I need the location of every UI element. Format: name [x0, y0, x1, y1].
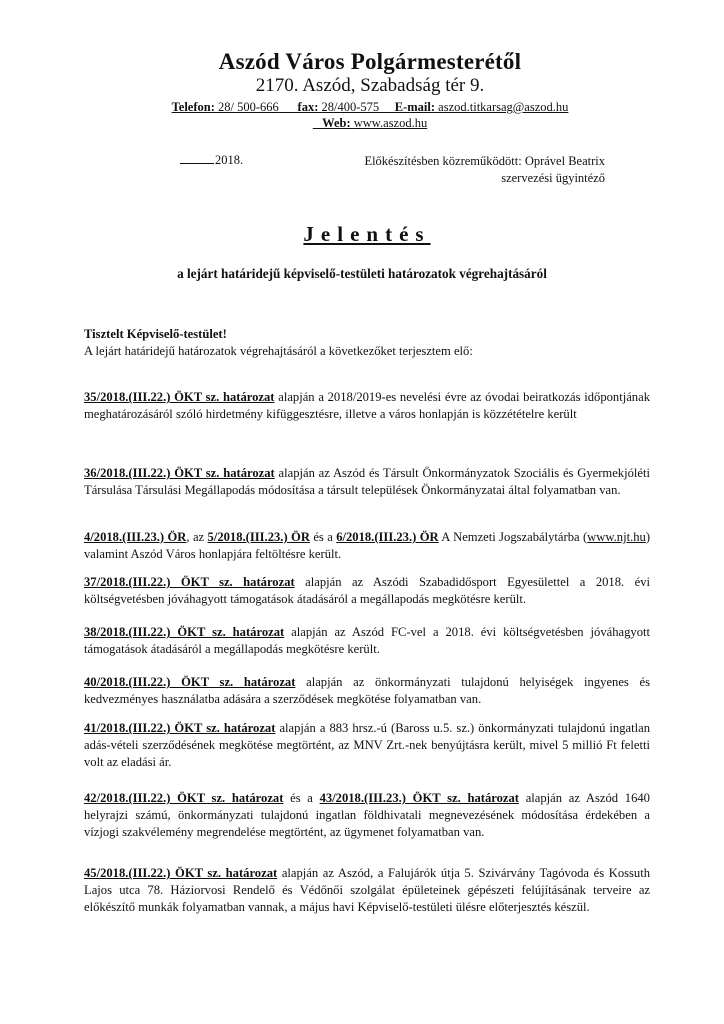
resolution-paragraph — [84, 574, 650, 608]
resolution-paragraph — [84, 465, 650, 499]
resolution-paragraph — [84, 720, 650, 771]
resolution-text: alapján az Aszód 1640 helyrajzi számú, önkormányzati tulajdonú ingatlan földhivatali megnevezésének módosítása érdekében a vízjogi szakvélemény megrendelése megtörtént, az ügymenet folyamatban van. — [84, 791, 650, 839]
letterhead-title: Aszód Város Polgármesterétől — [218, 49, 522, 74]
resolution-reference: 43/2018.(III.23.) ÖKT sz. határozat — [319, 791, 519, 805]
web-label: Web: — [322, 116, 351, 130]
fax-number: 28/400-575 — [321, 100, 380, 114]
fax-label: fax: — [297, 100, 319, 114]
phone-label: Telefon: — [171, 100, 215, 114]
email-label: E-mail: — [394, 100, 436, 114]
resolution-reference: 45/2018.(III.22.) ÖKT sz. határozat — [84, 866, 278, 880]
resolution-text: alapján az Aszód FC-vel a 2018. évi költségvetésben jóváhagyott támogatások átadásáról a megállapodás megkötésre került. — [84, 625, 650, 656]
resolution-paragraph — [84, 529, 650, 563]
phone-line — [172, 100, 569, 114]
prepared-by — [350, 153, 605, 187]
resolution-text: ) valamint Aszód Város honlapjára feltöltésre került. — [84, 530, 651, 561]
web-line — [130, 115, 610, 131]
resolution-paragraph — [84, 389, 650, 423]
resolution-paragraph — [84, 674, 650, 708]
resolution-reference: 5/2018.(III.23.) ÖR — [207, 530, 310, 544]
resolution-text: alapján az Aszódi Szabadidősport Egyesülettel a 2018. évi költségvetésben jóváhagyott támogatások átadásáról a megállapodás megkötésre került. — [84, 575, 650, 606]
resolution-connector: és a — [283, 791, 320, 805]
date-year: 2018. — [215, 153, 244, 167]
resolution-text: alapján a 2018/2019-es nevelési évre az óvodai beiratkozás időpontjának meghatározásáról szóló hirdetmény kifüggesztésre, illetve a város honlapján is közzétételre került — [84, 390, 650, 421]
letterhead-address: 2170. Aszód, Szabadság tér 9. — [255, 75, 485, 96]
resolution-text: alapján az Aszód, a Falujárók útja 5. Szivárvány Tagóvoda és Kossuth Lajos utca 78. Háziorvosi Rendelő és Védőnői szolgálat épületeinek gépészeti felújításának terveire az előkészítő munkák folyamatban vannak, a május havi Képviselő-testületi ülésre előterjesztés készül. — [84, 866, 651, 914]
resolution-reference: 6/2018.(III.23.) ÖR — [336, 530, 439, 544]
resolution-reference: 36/2018.(III.22.) ÖKT sz. határozat — [84, 466, 275, 480]
report-subtitle: a lejárt határidejű képviselő-testületi határozatok végrehajtásáról — [177, 266, 547, 281]
intro-text: A lejárt határidejű határozatok végrehajtásáról a következőket terjesztem elő: — [84, 344, 473, 358]
resolution-connector: , az — [186, 530, 208, 544]
resolution-reference: 37/2018.(III.22.) ÖKT sz. határozat — [84, 575, 295, 589]
resolution-reference: 38/2018.(III.22.) ÖKT sz. határozat — [84, 625, 285, 639]
prepared-by-role: szervezési ügyintéző — [501, 171, 605, 185]
resolution-reference: 4/2018.(III.23.) ÖR — [84, 530, 187, 544]
salutation — [84, 326, 650, 360]
resolution-reference: 42/2018.(III.22.) ÖKT sz. határozat — [84, 791, 284, 805]
resolution-connector: és a — [309, 530, 337, 544]
resolution-paragraph — [84, 790, 650, 841]
resolution-reference: 41/2018.(III.22.) ÖKT sz. határozat — [84, 721, 276, 735]
letterhead — [130, 48, 610, 131]
resolution-reference: 35/2018.(III.22.) ÖKT sz. határozat — [84, 390, 275, 404]
email-address[interactable]: aszod.titkarsag@aszod.hu — [438, 100, 569, 114]
prepared-by-name: Előkészítésben közreműködött: Oprável Beatrix — [364, 154, 605, 168]
resolution-paragraph — [84, 865, 650, 916]
njt-link[interactable]: www.njt.hu — [587, 530, 646, 544]
date-blank — [180, 163, 214, 164]
resolution-text: alapján a 883 hrsz.-ú (Baross u.5. sz.) önkormányzati tulajdonú ingatlan adás-vételi szerződésének megkötése megtörtént, az MNV Zrt.-nek benyújtásra került, mivel 5 millió Ft feletti volt az eladási ár. — [84, 721, 650, 769]
resolution-text: alapján az önkormányzati tulajdonú helyiségek ingyenes és kedvezményes használatba adására a szerződések megkötése folyamatban van. — [84, 675, 650, 706]
resolution-paragraph — [84, 624, 650, 658]
web-link[interactable]: www.aszod.hu — [353, 116, 428, 130]
resolution-text: alapján az Aszód és Társult Önkormányzatok Szociális és Gyermekjóléti Társulása Társulási Megállapodás módosítása a társult települések Önkormányzatai által folyamatban van. — [84, 466, 650, 497]
document-date — [180, 153, 243, 168]
greeting: Tisztelt Képviselő-testület! — [84, 327, 227, 341]
resolution-reference: 40/2018.(III.22.) ÖKT sz. határozat — [84, 675, 296, 689]
report-title: Jelentés — [303, 222, 431, 246]
letterhead-contact — [130, 99, 610, 115]
resolution-text: A Nemzeti Jogszabálytárba ( — [438, 530, 588, 544]
phone-number: 28/ 500-666 — [218, 100, 279, 114]
